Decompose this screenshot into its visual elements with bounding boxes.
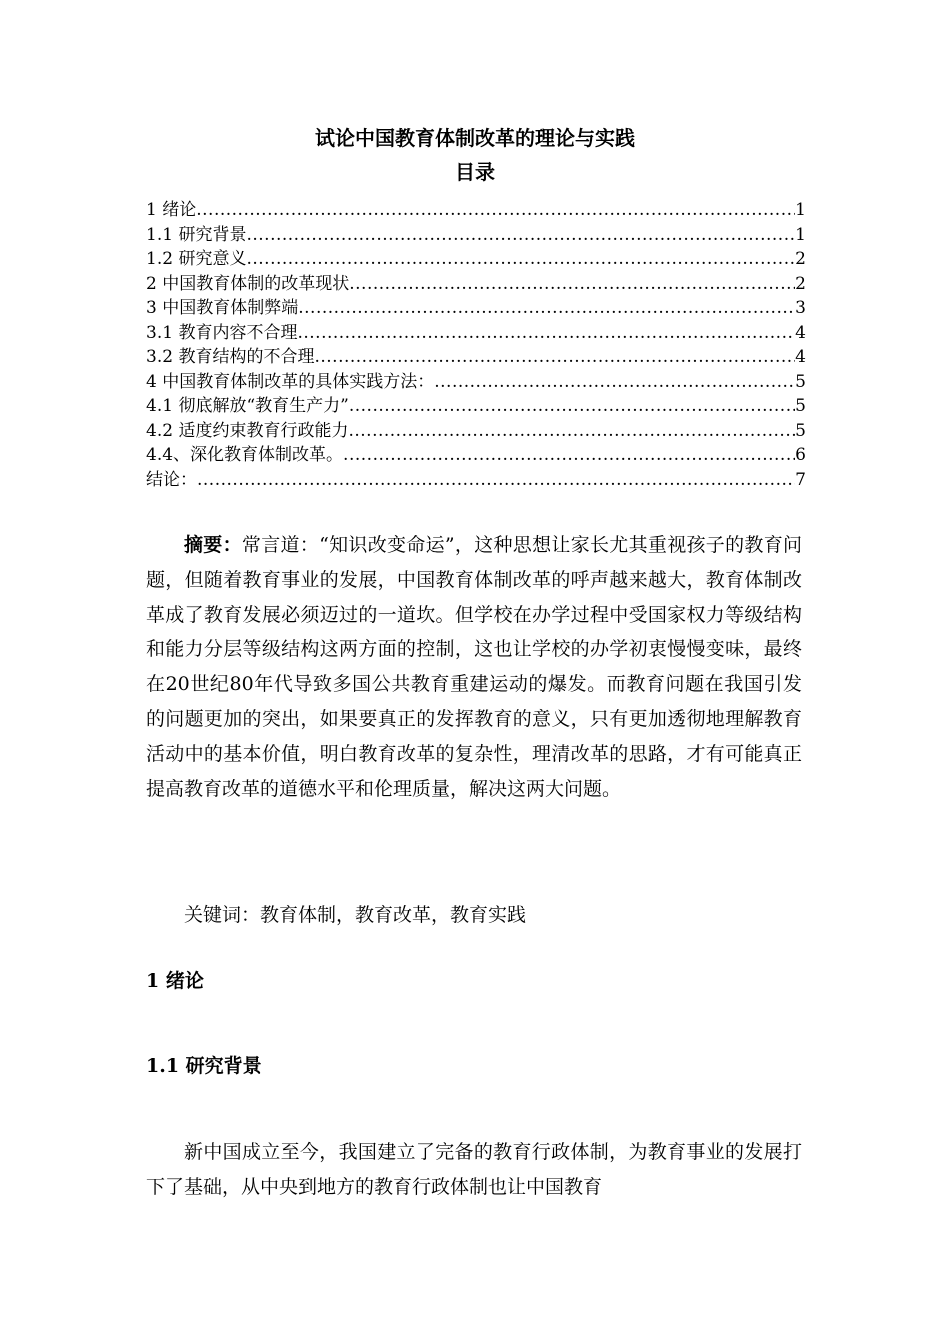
toc-entry[interactable]	[146, 198, 806, 223]
toc-entry-page: 2	[795, 273, 806, 294]
toc-entry-text: 1 绪论	[146, 200, 197, 220]
table-of-contents	[146, 198, 806, 492]
section-heading-introduction: 1 绪论	[146, 970, 204, 992]
abstract-text: 常言道：“知识改变命运”，这种思想让家长尤其重视孩子的教育问题，但随着教育事业的发展，中国教育体制改革的呼声越来越大，教育体制改革成了教育发展必须迈过的一道坎。但学校在办学过程中受国家权力等级结构和能力分层等级结构这两方面的控制，这也让学校的办学初衷慢慢变味，最终在20世纪80年代导致多国公共教育重建运动的爆发。而教育问题在我国引发的问题更加的突出，如果要真正的发挥教育的意义，只有更加透彻地理解教育活动中的基本价值，明白教育改革的复杂性，理清改革的思路，才有可能真正提高教育改革的道德水平和伦理质量，解决这两大问题。	[146, 534, 802, 800]
toc-entry-text: 4.2 适度约束教育行政能力	[146, 420, 349, 441]
toc-entry-text: 4.4、深化教育体制改革。	[146, 445, 344, 465]
toc-entry[interactable]	[146, 321, 806, 346]
document-title: 试论中国教育体制改革的理论与实践	[315, 126, 635, 150]
toc-entry[interactable]	[146, 296, 806, 321]
toc-entry-page: 1	[795, 200, 806, 220]
toc-entry-text: 结论：	[146, 469, 197, 490]
toc-entry[interactable]	[146, 370, 806, 395]
toc-entry-page: 6	[795, 445, 806, 465]
toc-entry-page: 4	[795, 322, 806, 343]
toc-entry-page: 4	[795, 347, 806, 367]
toc-entry[interactable]	[146, 247, 806, 272]
toc-entry-page: 5	[795, 420, 806, 441]
toc-leader-dots	[349, 394, 795, 419]
toc-entry-text: 1.1 研究背景	[146, 224, 247, 245]
abstract-label: 摘要：	[184, 534, 242, 556]
toc-entry-text: 3.2 教育结构的不合理	[146, 347, 315, 367]
toc-leader-dots	[349, 272, 795, 297]
section-heading-research-background: 1.1 研究背景	[146, 1055, 262, 1077]
body-paragraph: 新中国成立至今，我国建立了完备的教育行政体制，为教育事业的发展打下了基础，从中央到地方的教育行政体制也让中国教育	[146, 1141, 802, 1198]
toc-entry[interactable]	[146, 223, 806, 248]
toc-leader-dots	[197, 468, 795, 493]
toc-leader-dots	[196, 198, 795, 223]
toc-entry[interactable]	[146, 345, 806, 370]
toc-entry-page: 5	[795, 371, 806, 392]
abstract-paragraph	[146, 528, 802, 806]
keywords-line: 关键词：教育体制，教育改革，教育实践	[184, 904, 527, 926]
toc-leader-dots	[246, 247, 795, 272]
toc-leader-dots	[314, 345, 795, 370]
toc-leader-dots	[246, 223, 795, 248]
toc-leader-dots	[297, 321, 795, 346]
toc-entry-text: 4.1 彻底解放“教育生产力”	[146, 396, 349, 416]
toc-leader-dots	[343, 443, 795, 468]
toc-entry[interactable]	[146, 443, 806, 468]
toc-entry[interactable]	[146, 468, 806, 493]
toc-entry[interactable]	[146, 394, 806, 419]
toc-leader-dots	[298, 296, 795, 321]
toc-entry-text: 3.1 教育内容不合理	[146, 322, 298, 343]
toc-entry-text: 2 中国教育体制的改革现状	[146, 273, 350, 294]
toc-entry-page: 2	[795, 249, 806, 269]
toc-entry-page: 5	[795, 396, 806, 416]
toc-entry-text: 4 中国教育体制改革的具体实践方法：	[146, 371, 435, 392]
toc-entry-page: 7	[795, 469, 806, 490]
toc-entry[interactable]	[146, 272, 806, 297]
toc-heading: 目录	[455, 160, 495, 184]
toc-entry-text: 3 中国教育体制弊端	[146, 298, 299, 318]
toc-entry-page: 3	[795, 298, 806, 318]
toc-entry[interactable]	[146, 419, 806, 444]
toc-leader-dots	[348, 419, 795, 444]
toc-leader-dots	[434, 370, 795, 395]
toc-entry-page: 1	[795, 224, 806, 245]
toc-entry-text: 1.2 研究意义	[146, 249, 247, 269]
